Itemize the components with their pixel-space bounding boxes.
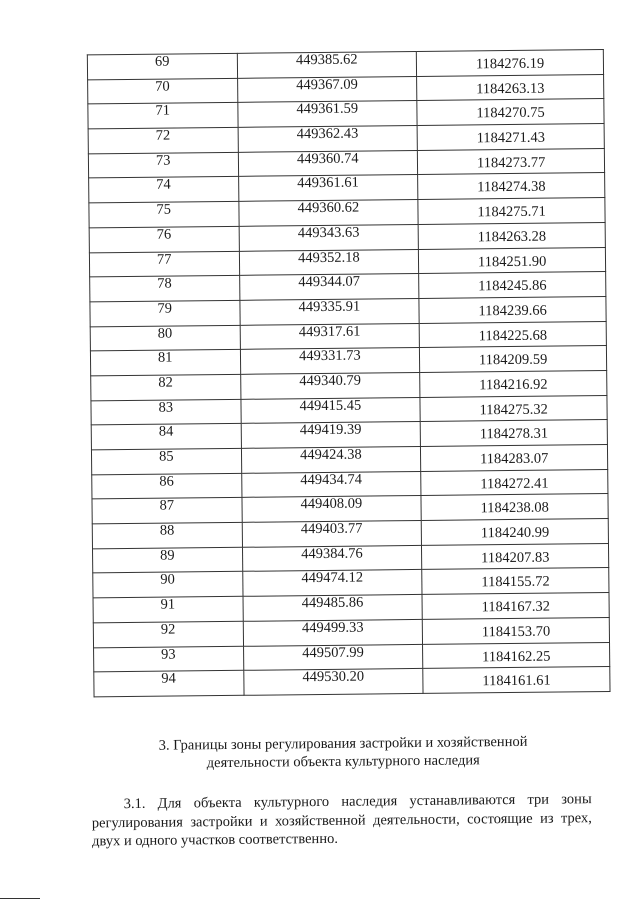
point-number-cell: 70: [88, 78, 238, 104]
y-coordinate-value: 1184278.31: [480, 421, 549, 443]
y-coordinate-cell: [423, 617, 610, 644]
point-number-cell: 75: [89, 201, 239, 227]
y-coordinate-cell: [418, 198, 605, 225]
y-coordinate-value: 1184161.61: [482, 668, 551, 690]
x-coordinate-cell: 449507.99: [243, 644, 423, 671]
point-number-cell: 74: [89, 177, 239, 203]
point-number-cell: 76: [89, 226, 239, 252]
x-coordinate-cell: 449434.74: [241, 471, 421, 498]
y-coordinate-value: 1184245.86: [478, 273, 547, 295]
x-coordinate-cell: 449360.74: [238, 150, 418, 177]
point-number-cell: 94: [94, 671, 244, 697]
y-coordinate-value: 1184153.70: [482, 618, 551, 640]
point-number-cell: 86: [92, 473, 242, 499]
y-coordinate-cell: [421, 469, 608, 496]
y-coordinate-value: 1184276.19: [476, 51, 545, 73]
x-coordinate-cell: 449343.63: [239, 224, 419, 251]
y-coordinate-cell: [422, 543, 609, 570]
y-coordinate-cell: [421, 519, 608, 546]
y-coordinate-value: 1184155.72: [481, 569, 550, 591]
x-coordinate-cell: 449385.62: [237, 51, 417, 78]
y-coordinate-cell: [417, 124, 604, 151]
y-coordinate-cell: [420, 346, 607, 373]
point-number-cell: 85: [91, 448, 241, 474]
y-coordinate-value: 1184207.83: [481, 544, 550, 566]
y-coordinate-cell: [420, 420, 607, 447]
y-coordinate-value: 1184274.38: [477, 174, 546, 196]
y-coordinate-cell: [422, 593, 609, 620]
point-number-cell: 82: [91, 374, 241, 400]
x-coordinate-cell: 449361.61: [238, 175, 418, 202]
y-coordinate-value: 1184162.25: [482, 643, 551, 665]
point-number-cell: 89: [92, 547, 242, 573]
point-number-cell: 92: [93, 621, 243, 647]
x-coordinate-cell: 449361.59: [237, 101, 417, 128]
coordinates-table-body: [87, 50, 610, 697]
point-number-cell: 88: [92, 522, 242, 548]
y-coordinate-value: 1184273.77: [477, 149, 546, 171]
point-number-cell: 91: [93, 596, 243, 622]
x-coordinate-cell: 449331.73: [240, 348, 420, 375]
y-coordinate-value: 1184238.08: [480, 495, 549, 517]
y-coordinate-cell: [419, 272, 606, 299]
x-coordinate-cell: 449530.20: [243, 669, 423, 696]
y-coordinate-cell: [423, 667, 610, 694]
point-number-cell: 73: [88, 152, 238, 178]
coordinates-table: [87, 49, 611, 697]
y-coordinate-value: 1184216.92: [479, 372, 548, 394]
point-number-cell: 78: [90, 276, 240, 302]
y-coordinate-cell: [420, 370, 607, 397]
point-number-cell: 69: [87, 53, 237, 79]
point-number-cell: 79: [90, 300, 240, 326]
x-coordinate-cell: 449362.43: [238, 126, 418, 153]
x-coordinate-cell: 449408.09: [242, 496, 422, 523]
y-coordinate-value: 1184209.59: [479, 347, 548, 369]
y-coordinate-value: 1184283.07: [480, 446, 549, 468]
y-coordinate-value: 1184167.32: [481, 594, 550, 616]
x-coordinate-cell: 449415.45: [240, 397, 420, 424]
section-heading-line-1: 3. Границы зоны регулирования застройки и хозяйственной: [103, 732, 583, 755]
x-coordinate-cell: 449499.33: [243, 619, 423, 646]
x-coordinate-cell: 449340.79: [240, 372, 420, 399]
point-number-cell: 93: [94, 646, 244, 672]
y-coordinate-cell: [421, 494, 608, 521]
y-coordinate-cell: [419, 321, 606, 348]
point-number-cell: 83: [91, 399, 241, 425]
y-coordinate-cell: [422, 568, 609, 595]
table-row: [94, 667, 610, 697]
y-coordinate-cell: [417, 50, 604, 77]
point-number-cell: 80: [90, 325, 240, 351]
x-coordinate-cell: 449424.38: [241, 446, 421, 473]
point-number-cell: 71: [88, 103, 238, 129]
point-number-cell: 87: [92, 498, 242, 524]
y-coordinate-cell: [423, 642, 610, 669]
y-coordinate-value: 1184263.13: [476, 75, 545, 97]
x-coordinate-cell: 449485.86: [243, 595, 423, 622]
point-number-cell: 90: [93, 572, 243, 598]
y-coordinate-value: 1184240.99: [481, 520, 550, 542]
y-coordinate-cell: [418, 148, 605, 175]
x-coordinate-cell: 449352.18: [239, 249, 419, 276]
y-coordinate-cell: [419, 296, 606, 323]
y-coordinate-value: 1184270.75: [476, 100, 545, 122]
y-coordinate-value: 1184272.41: [480, 470, 549, 492]
section-heading-line-2: деятельности объекта культурного наследия: [103, 750, 583, 773]
point-number-cell: 72: [88, 127, 238, 153]
x-coordinate-cell: 449335.91: [239, 298, 419, 325]
y-coordinate-value: 1184251.90: [478, 248, 547, 270]
y-coordinate-cell: [420, 395, 607, 422]
y-coordinate-cell: [421, 444, 608, 471]
section-heading: [103, 732, 583, 773]
y-coordinate-cell: [418, 222, 605, 249]
y-coordinate-cell: [419, 247, 606, 274]
x-coordinate-cell: 449344.07: [239, 274, 419, 301]
x-coordinate-cell: 449367.09: [237, 76, 417, 103]
point-number-cell: 84: [91, 424, 241, 450]
y-coordinate-value: 1184275.32: [479, 396, 548, 418]
y-coordinate-value: 1184275.71: [477, 199, 546, 221]
y-coordinate-value: 1184271.43: [477, 125, 546, 147]
section-paragraph: [92, 790, 593, 851]
x-coordinate-cell: 449317.61: [240, 323, 420, 350]
x-coordinate-cell: 449403.77: [242, 521, 422, 548]
y-coordinate-value: 1184263.28: [478, 223, 547, 245]
x-coordinate-cell: 449384.76: [242, 545, 422, 572]
x-coordinate-cell: 449474.12: [242, 570, 422, 597]
point-number-cell: 81: [90, 350, 240, 376]
y-coordinate-cell: [417, 99, 604, 126]
x-coordinate-cell: 449360.62: [238, 200, 418, 227]
y-coordinate-value: 1184239.66: [478, 297, 547, 319]
y-coordinate-value: 1184225.68: [479, 322, 548, 344]
point-number-cell: 77: [89, 251, 239, 277]
section-paragraph-text: 3.1. Для объекта культурного наследия устанавливаются три зоны регулирования застройки и хозяйственной деятельности, состоящие из трех, двух и одного участков соответственно.: [92, 791, 592, 849]
y-coordinate-cell: [418, 173, 605, 200]
footer-rule: [0, 898, 40, 899]
x-coordinate-cell: 449419.39: [241, 422, 421, 449]
y-coordinate-cell: [417, 74, 604, 101]
